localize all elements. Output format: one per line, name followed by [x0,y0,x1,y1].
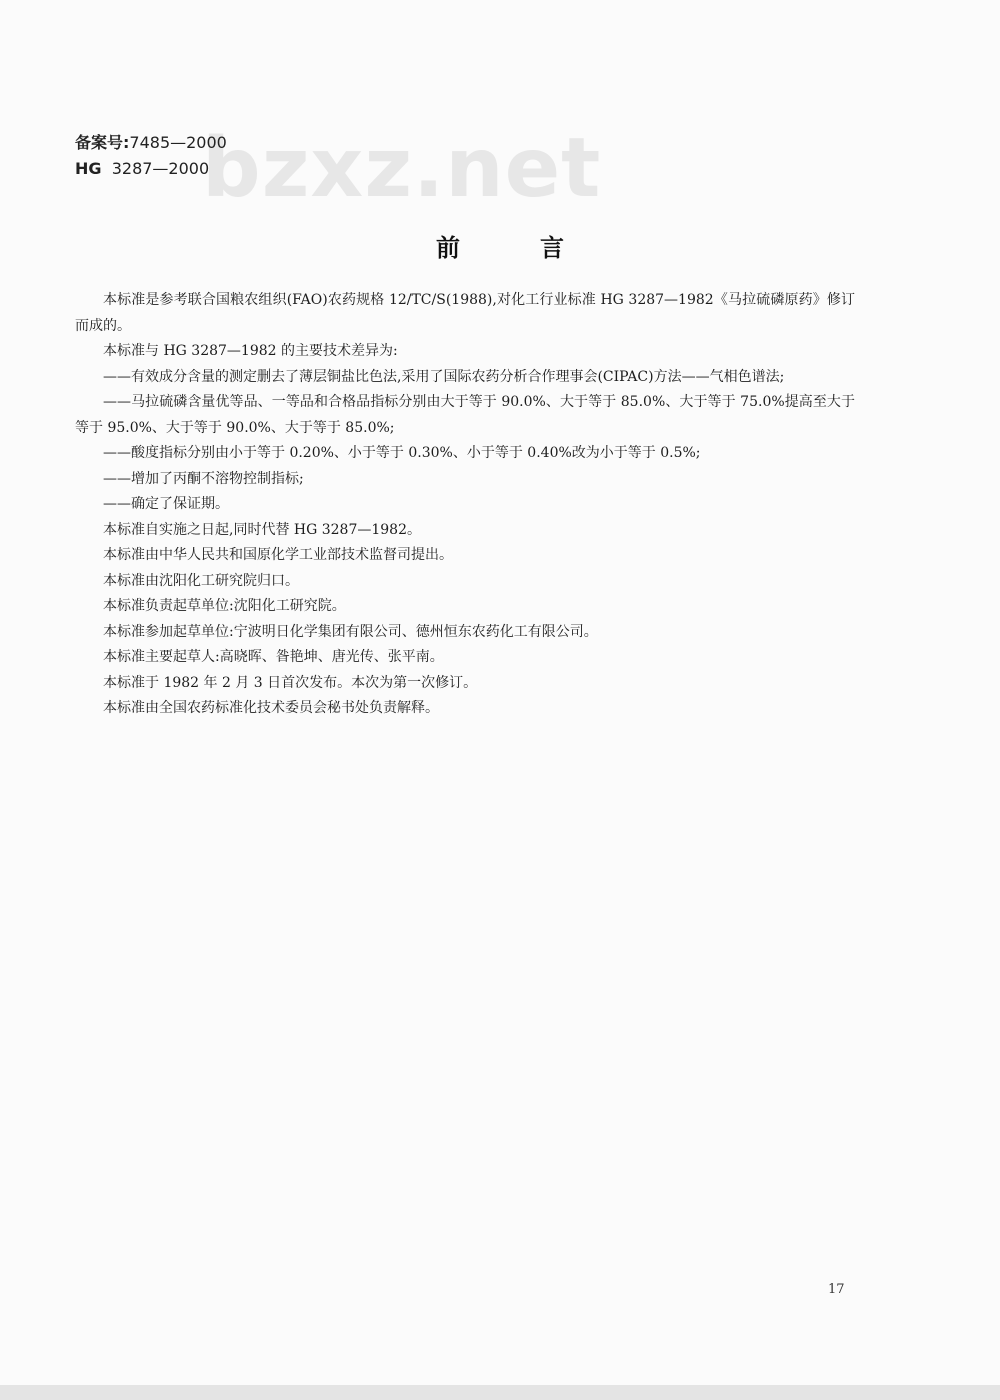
paragraph: 本标准参加起草单位:宁波明日化学集团有限公司、德州恒东农药化工有限公司。 [103,623,598,640]
page-title: 前言 [436,233,644,262]
standard-code: HG [75,159,102,178]
paragraph: ——确定了保证期。 [103,496,229,512]
paragraph: 本标准由全国农药标准化技术委员会秘书处负责解释。 [103,700,439,716]
filing-number-row [75,130,227,156]
standard-code-row [75,156,227,182]
paragraph: 本标准由中华人民共和国原化学工业部技术监督司提出。 [103,547,453,563]
foreword-body [75,288,855,722]
paragraph: ——有效成分含量的测定删去了薄层铜盐比色法,采用了国际农药分析合作理事会(CIPAC)方法——气相色谱法; [103,368,785,385]
paragraph: 本标准是参考联合国粮农组织(FAO)农药规格 12/TC/S(1988),对化工行业标准 HG 3287—1982《马拉硫磷原药》修订而成的。 [75,292,855,334]
paragraph: 本标准负责起草单位:沈阳化工研究院。 [103,598,346,614]
filing-number: 7485—2000 [129,133,227,152]
standard-number: 3287—2000 [111,159,210,178]
paragraph: 本标准由沈阳化工研究院归口。 [103,572,299,589]
viewer-bottom-edge [0,1385,1000,1400]
paragraph: ——马拉硫磷含量优等品、一等品和合格品指标分别由大于等于 90.0%、大于等于 85.0%、大于等于 75.0%提高至大于等于 95.0%、大于等于 90.0%、大于等于 85.0%; [75,394,855,436]
watermark: bzxz.net [202,121,602,216]
page-number: 17 [828,1282,845,1297]
paragraph: 本标准主要起草人:高晓晖、昝艳坤、唐光传、张平南。 [103,649,444,665]
paragraph: ——酸度指标分别由小于等于 0.20%、小于等于 0.30%、小于等于 0.40%改为小于等于 0.5%; [103,445,701,461]
filing-info [75,130,227,182]
paragraph: 本标准自实施之日起,同时代替 HG 3287—1982。 [103,521,422,538]
paragraph: 本标准与 HG 3287—1982 的主要技术差异为: [103,343,398,359]
filing-label: 备案号: [75,133,130,152]
paragraph: ——增加了丙酮不溶物控制指标; [103,470,304,487]
paragraph: 本标准于 1982 年 2 月 3 日首次发布。本次为第一次修订。 [103,674,478,691]
